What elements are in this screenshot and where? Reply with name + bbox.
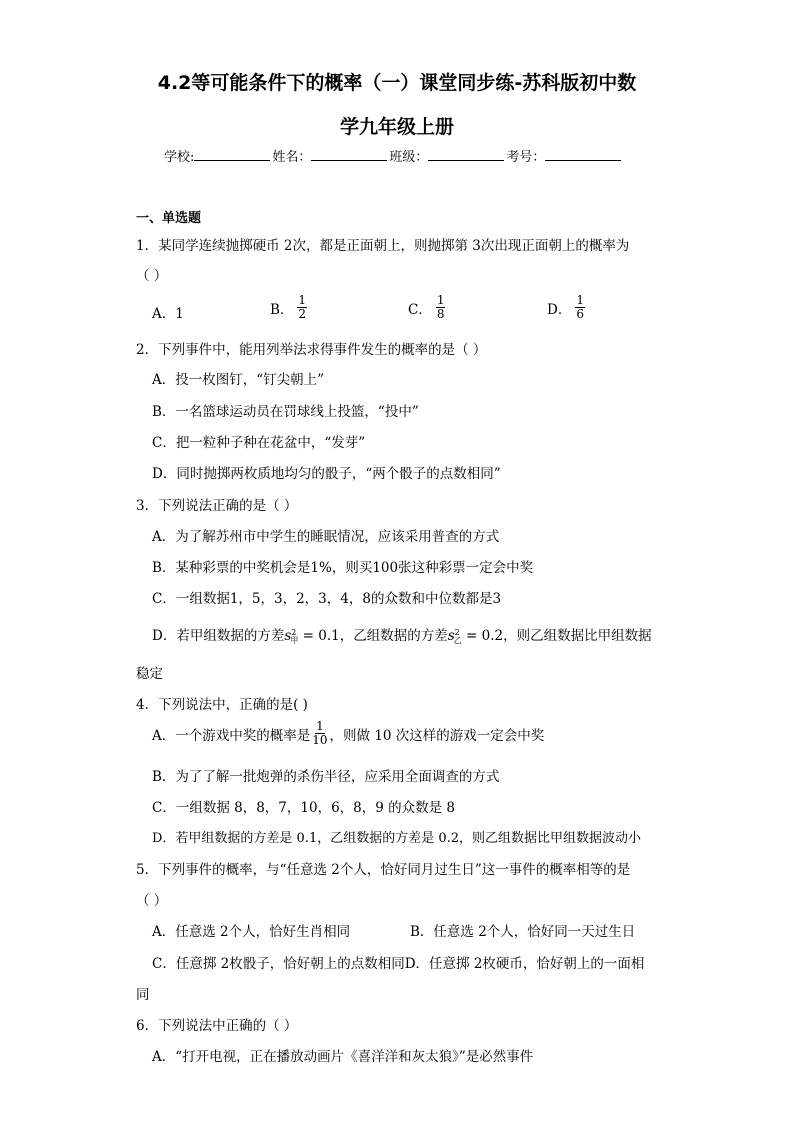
q2-option-c: C．把一粒种子种在花盆中，“发芽” — [152, 435, 366, 451]
q4-a-text-2: ，则做 10 次这样的游戏一定会中奖 — [329, 727, 545, 744]
q1-c-numerator: 1 — [436, 293, 445, 307]
q1-option-d — [547, 294, 585, 321]
q3-d-sup-1: 2 — [291, 628, 297, 637]
q4-stem: 4．下列说法中，正确的是( ) — [136, 697, 308, 713]
q3-d-sub-1: 甲 — [290, 636, 299, 645]
q1-d-denominator: 6 — [576, 307, 584, 321]
class-label: 班级： — [389, 150, 429, 165]
q3-d-sup-2: 2 — [454, 628, 460, 637]
q4-a-numerator: 1 — [316, 719, 324, 733]
name-blank[interactable] — [311, 148, 387, 161]
q1-option-b — [270, 294, 307, 321]
school-label: 学校: — [164, 150, 195, 165]
q1-option-d-fraction — [575, 294, 585, 321]
number-blank[interactable] — [545, 148, 621, 161]
school-blank[interactable] — [194, 148, 270, 161]
q4-a-denominator: 10 — [312, 733, 328, 747]
q1-option-c-fraction — [436, 294, 446, 321]
q1-b-denominator: 2 — [298, 307, 307, 321]
name-label: 姓名： — [272, 150, 312, 165]
q5-options-cd: C．任意掷 2枚骰子，恰好朝上的点数相同D．任意掷 2枚硬币，恰好朝上的一面相 — [152, 956, 645, 972]
title-line-1: 4.2等可能条件下的概率（一）课堂同步练-苏科版初中数 — [157, 72, 637, 94]
q3-d-sub-2: 乙 — [453, 636, 462, 645]
q1-option-c — [408, 294, 445, 321]
q3-option-b: B．某种彩票的中奖机会是1%，则买100张这种彩票一定会中奖 — [152, 560, 534, 576]
q2-option-d: D．同时抛掷两枚质地均匀的骰子，“两个骰子的点数相同” — [152, 466, 501, 482]
q1-options — [152, 294, 612, 328]
q3-option-c: C．一组数据1，5，3，2，3，4，8的众数和中位数都是3 — [152, 591, 502, 607]
q3-d-text-1: D．若甲组数据的方差 — [152, 628, 285, 644]
q3-stem: 3．下列说法正确的是（ ） — [136, 498, 298, 514]
q1-stem-cont: （ ） — [136, 268, 168, 284]
q3-d-var-1: s — [284, 628, 292, 644]
q3-d-text-3: = 0.2，则乙组数据比甲组数据 — [461, 628, 652, 644]
q1-option-b-label: B． — [270, 301, 294, 318]
q3-option-d — [152, 624, 652, 644]
q1-d-numerator: 1 — [576, 293, 584, 307]
q4-a-fraction — [312, 720, 327, 747]
q3-d-text-2: = 0.1，乙组数据的方差 — [298, 628, 448, 644]
q6-stem: 6．下列说法中正确的（ ） — [136, 1018, 298, 1034]
q3-option-d-cont: 稳定 — [136, 666, 163, 682]
section-heading: 一、单选题 — [136, 211, 202, 226]
number-label: 考号： — [506, 150, 546, 165]
q5-option-a: A．任意选 2个人，恰好生肖相同 — [152, 924, 351, 940]
q4-option-b: B．为了了解一批炮弹的杀伤半径，应采用全面调查的方式 — [152, 769, 500, 785]
q5-stem-cont: （ ） — [136, 893, 168, 909]
q6-option-a: A．“打开电视，正在播放动画片《喜洋洋和灰太狼》”是必然事件 — [152, 1049, 534, 1065]
q5-options-cd-cont: 同 — [136, 987, 150, 1003]
q2-option-b: B．一名篮球运动员在罚球线上投篮，“投中” — [152, 404, 419, 420]
q1-option-a: A．1 — [152, 306, 184, 322]
q4-option-a — [152, 720, 544, 747]
student-info — [164, 146, 623, 165]
title-line-2: 学九年级上册 — [339, 116, 454, 138]
q3-d-var-2: s — [447, 628, 455, 644]
q3-option-a: A．为了解苏州市中学生的睡眠情况，应该采用普查的方式 — [152, 529, 500, 545]
q1-option-d-label: D． — [547, 301, 572, 318]
q2-stem: 2．下列事件中，能用列举法求得事件发生的概率的是（ ） — [136, 342, 487, 358]
q4-a-text-1: A．一个游戏中奖的概率是 — [152, 727, 311, 744]
q1-b-numerator: 1 — [298, 293, 307, 307]
q4-option-c: C．一组数据 8，8，7，10，6，8，9 的众数是 8 — [152, 800, 456, 816]
q1-c-denominator: 8 — [436, 307, 445, 321]
class-blank[interactable] — [428, 148, 504, 161]
q1-option-b-fraction — [297, 294, 307, 321]
q4-option-d: D．若甲组数据的方差是 0.1，乙组数据的方差是 0.2，则乙组数据比甲组数据波动小 — [152, 831, 642, 846]
q5-stem: 5．下列事件的概率，与“任意选 2个人，恰好同月过生日”这一事件的概率相等的是 — [136, 862, 631, 878]
q2-option-a: A．投一枚图钉，“钉尖朝上” — [152, 372, 325, 388]
q1-option-c-label: C． — [408, 301, 432, 318]
q1-stem: 1．某同学连续抛掷硬币 2次，都是正面朝上，则抛掷第 3次出现正面朝上的概率为 — [136, 238, 630, 254]
q5-option-b: B．任意选 2个人，恰好同一天过生日 — [410, 924, 636, 940]
